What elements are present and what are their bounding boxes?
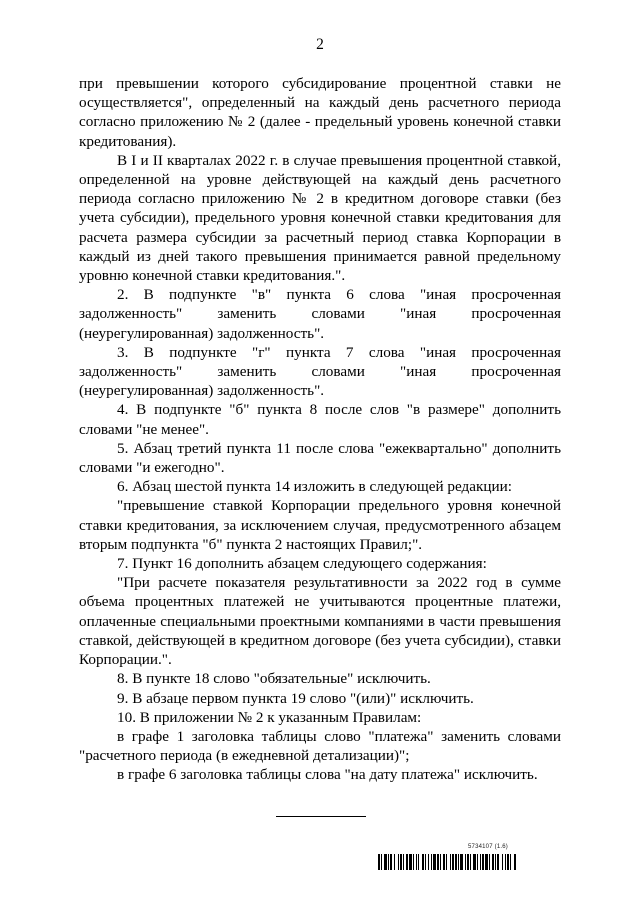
- paragraph: 2. В подпункте "в" пункта 6 слова "иная просроченная задолженность" заменить словами "иная просроченная (неурегулированная) задолженность".: [79, 286, 561, 342]
- paragraph: 10. В приложении № 2 к указанным Правилам:: [117, 708, 422, 726]
- paragraph: В I и II кварталах 2022 г. в случае превышения процентной ставкой, определенной на уровне действующей на каждый день расчетного периода согласно приложению № 2 в кредитном договоре ставки (без учета субсидии), предельного уровня конечной ставки кредитования для расчета размера субсидии за расчетный период ставка Корпорации в каждый из дней такого превышения принимается равной предельному уровню конечной ставки кредитования.".: [79, 151, 561, 285]
- paragraph: 3. В подпункте "г" пункта 7 слова "иная просроченная задолженность" заменить словами "иная просроченная (неурегулированная) задолженность".: [79, 343, 561, 400]
- paragraph: "превышение ставкой Корпорации предельного уровня конечной ставки кредитования, за исключением случая, предусмотренного абзацем вторым подпункта "б" пункта 2 настоящих Правил;".: [79, 497, 561, 553]
- page-number: 2: [316, 36, 324, 53]
- paragraph: при превышении которого субсидирование процентной ставки не осуществляется", определенный на каждый день расчетного периода согласно приложению № 2 (далее - предельный уровень конечной ставки кредитования).: [79, 75, 561, 150]
- paragraph: 4. В подпункте "б" пункта 8 после слов "в размере" дополнить словами "не менее".: [79, 401, 561, 438]
- paragraph: 9. В абзаце первом пункта 19 слово "(или)" исключить.: [117, 689, 474, 707]
- paragraph: 5. Абзац третий пункта 11 после слова "ежеквартально" дополнить словами "и ежегодно".: [79, 439, 561, 477]
- paragraph: "При расчете показателя результативности за 2022 год в сумме объема процентных платежей не учитываются процентные платежи, оплаченные специальными проектными компаниями в части превышения ставкой, действующей в кредитном договоре (без учета субсидии), ставки Корпорации.".: [79, 574, 561, 669]
- document-code: 5734107 (1.6): [468, 844, 508, 850]
- paragraph: 7. Пункт 16 дополнить абзацем следующего содержания:: [117, 555, 487, 573]
- paragraph: 6. Абзац шестой пункта 14 изложить в следующей редакции:: [117, 478, 512, 496]
- barcode-icon: [378, 854, 556, 870]
- end-divider: [276, 816, 366, 817]
- paragraph: 8. В пункте 18 слово "обязательные" исключить.: [117, 670, 431, 688]
- document-body: [79, 74, 561, 785]
- paragraph: в графе 1 заголовка таблицы слово "платежа" заменить словами "расчетного периода (в ежедневной детализации)";: [79, 727, 561, 765]
- paragraph: в графе 6 заголовка таблицы слова "на дату платежа" исключить.: [117, 766, 538, 784]
